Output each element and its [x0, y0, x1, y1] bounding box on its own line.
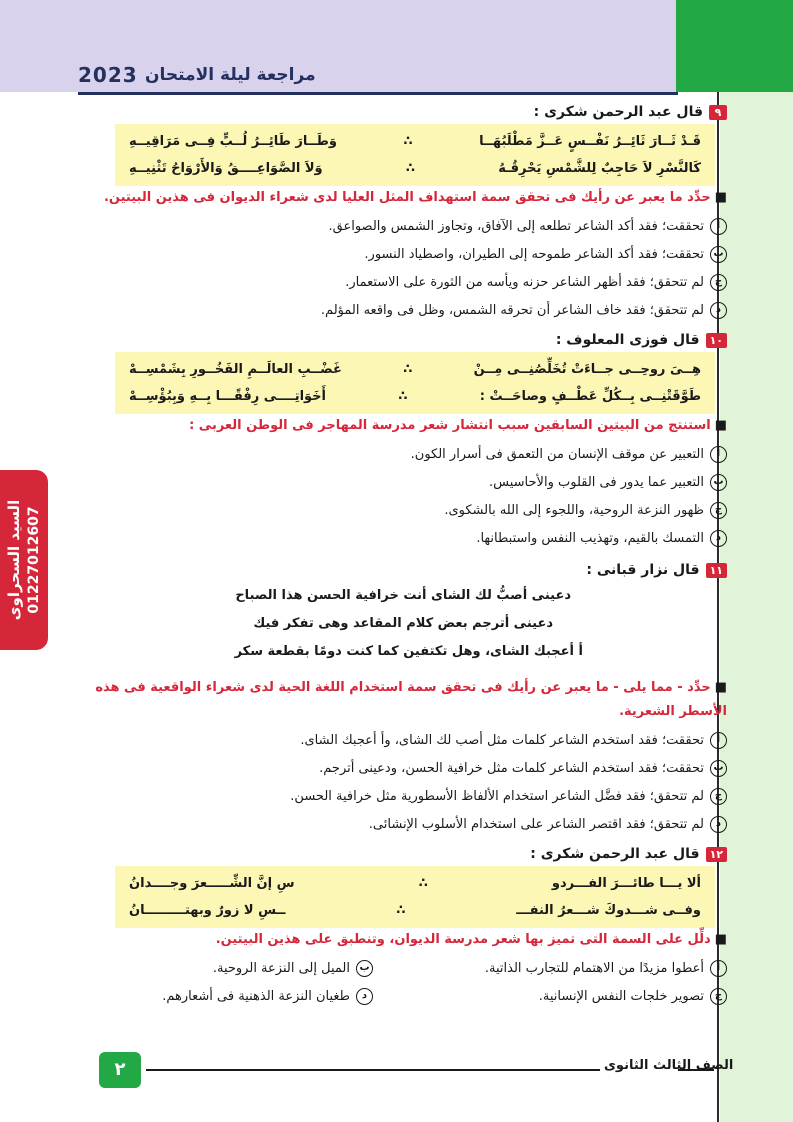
- option-text: التعبير عما يدور فى القلوب والأحاسيس.: [489, 475, 704, 490]
- poem-line: [129, 897, 701, 924]
- question-10-option-b[interactable]: [489, 474, 727, 491]
- verse-line: دعينى أصبُّ لك الشاى أنت خرافية الحسن هذا الصباح: [235, 588, 571, 603]
- hemistich-right: ألا يـــا طائـــرَ الفـــردو: [551, 876, 701, 891]
- header-green-block: [676, 0, 793, 92]
- option-mark: ج: [710, 788, 727, 805]
- instruction-text: حدِّد ما يعبر عن رأيك فى تحقق سمة استهداف المثل العليا لدى شعراء الديوان فى هذين البيتين.: [103, 190, 711, 205]
- hemistich-separator: ∴: [398, 389, 408, 404]
- question-10-poem: [115, 352, 715, 414]
- option-text: الميل إلى النزعة الروحية.: [212, 961, 350, 976]
- question-9-option-c[interactable]: [345, 274, 727, 291]
- verse-line: أ أعجبك الشاى، وهل تكتفين كما كنت دومًا بقطعة سكر: [234, 644, 583, 659]
- option-text: تحققت؛ فقد استخدم الشاعر كلمات مثل خرافية الحسن، ودعينى أترجم.: [319, 761, 704, 776]
- option-mark: أ: [710, 960, 727, 977]
- question-12-poem: [115, 866, 715, 928]
- question-author: قال فوزى المعلوف :: [555, 332, 700, 348]
- option-text: تحققت؛ فقد أكد الشاعر طموحه إلى الطيران، واصطياد النسور.: [364, 247, 704, 262]
- question-number-badge: ١٠: [706, 333, 727, 348]
- hemistich-left: غَضْــبِ العالَــمِ الفَخُــورِ بِشَمْسِــهْ: [129, 362, 342, 377]
- question-author: قال عبد الرحمن شكرى :: [530, 846, 700, 862]
- poem-line: [129, 155, 701, 182]
- poem-line: [129, 356, 701, 383]
- hemistich-left: أَخَوَاتِــــى رِفْقًـــا بِــهِ وَبِبُؤْسِــهْ: [129, 389, 327, 404]
- author-name: السيد السحراوى: [5, 499, 23, 621]
- option-mark: ب: [710, 474, 727, 491]
- option-mark: أ: [710, 218, 727, 235]
- question-12-instruction: ■دلِّل على السمة التى تميز بها شعر مدرسة الديوان، وتنطبق على هذين البيتين.: [215, 932, 727, 947]
- question-12-option-a[interactable]: [485, 960, 727, 977]
- hemistich-right: قَـدْ ثَــارَ ثَائِــرُ نَفْــسٍ عَــزَّ مَطْلَبُهَــا: [479, 134, 701, 149]
- question-number-badge: ١٢: [706, 847, 727, 862]
- question-11-option-c[interactable]: [290, 788, 727, 805]
- hemistich-separator: ∴: [396, 903, 406, 918]
- hemistich-right: طَوَّقَتْنِــى بِــكُلِّ عَطْــفٍ وصاحَــتْ :: [479, 389, 701, 404]
- right-margin-band: [720, 92, 793, 1122]
- instruction-text: استنتج من البيتين السابقين سبب انتشار شعر مدرسة المهاجر فى الوطن العربى :: [189, 418, 711, 433]
- question-9-poem: [115, 124, 715, 186]
- option-mark: ب: [710, 246, 727, 263]
- option-text: تحققت؛ فقد أكد الشاعر تطلعه إلى الآفاق، وتجاوز الشمس والصواعق.: [328, 219, 704, 234]
- question-11-option-b[interactable]: [319, 760, 727, 777]
- option-text: لم تتحقق؛ فقد فضَّل الشاعر استخدام الألفاظ الأسطورية مثل خرافية الحسن.: [290, 789, 704, 804]
- hemistich-left: وَلاَ الصَّوَاعِــــقُ وَالأَرْوَاحُ تَثْنِيــهِ: [129, 161, 323, 176]
- option-text: لم تتحقق؛ فقد اقتصر الشاعر على استخدام الأسلوب الإنشائى.: [368, 817, 704, 832]
- option-mark: ج: [710, 988, 727, 1005]
- question-9-option-a[interactable]: [328, 218, 727, 235]
- question-12-header: [530, 846, 727, 862]
- question-9-option-d[interactable]: [321, 302, 727, 319]
- question-11-instruction: ■حدِّد - مما يلى - ما يعبر عن رأيك فى تحقق سمة استخدام اللغة الحية لدى شعراء الواقعية فى هذه الأسطر الشعرية.: [95, 680, 727, 719]
- question-12-option-b[interactable]: [213, 960, 373, 977]
- option-mark: د: [710, 302, 727, 319]
- author-phone: 01227012607: [26, 506, 42, 614]
- option-text: ظهور النزعة الروحية، واللجوء إلى الله بالشكوى.: [444, 503, 704, 518]
- hemistich-separator: ∴: [403, 134, 413, 149]
- footer-grade: الصف الثالث الثانوى: [604, 1058, 734, 1073]
- option-text: لم تتحقق؛ فقد خاف الشاعر أن تحرقه الشمس، وظل فى واقعه المؤلم.: [320, 303, 704, 318]
- hemistich-right: هِــىَ روحِــى جــاءَتْ تُخَلِّصُنِــى مِــنْ: [473, 362, 701, 377]
- page-header-year: 2023: [78, 63, 138, 87]
- instruction-text: حدِّد - مما يلى - ما يعبر عن رأيك فى تحقق سمة استخدام اللغة الحية لدى شعراء الواقعية فى هذه الأسطر الشعرية.: [95, 680, 727, 719]
- option-mark: د: [710, 816, 727, 833]
- header-divider: [78, 92, 678, 95]
- verse-line: دعينى أترجم بعض كلام المقاعد وهى تفكر فيك: [253, 616, 553, 631]
- question-9-option-b[interactable]: [364, 246, 727, 263]
- option-mark: د: [710, 530, 727, 547]
- hemistich-left: وَطَــارَ طَائِــرُ لُــبٍّ فِــى مَرَاقِيــهِ: [129, 134, 337, 149]
- page-header-title: مراجعة ليلة الامتحان: [145, 65, 316, 85]
- question-10-option-d[interactable]: [476, 530, 727, 547]
- question-12-option-c[interactable]: [539, 988, 727, 1005]
- option-mark: أ: [710, 446, 727, 463]
- question-11-option-a[interactable]: [300, 732, 727, 749]
- question-author: قال عبد الرحمن شكرى :: [533, 104, 703, 120]
- question-11-option-d[interactable]: [369, 816, 727, 833]
- poem-line: [129, 383, 701, 410]
- option-text: تحققت؛ فقد استخدم الشاعر كلمات مثل أصب لك الشاى، وأ أعجبك الشاى.: [300, 733, 704, 748]
- hemistich-separator: ∴: [403, 362, 413, 377]
- question-number-badge: ٩: [709, 105, 727, 120]
- option-text: لم تتحقق؛ فقد أظهر الشاعر حزنه ويأسه من الثورة على الاستعمار.: [345, 275, 704, 290]
- option-text: أعطوا مزيدًا من الاهتمام للتجارب الذاتية.: [484, 961, 704, 976]
- question-author: قال نزار قبانى :: [586, 562, 700, 578]
- option-text: تصوير خلجات النفس الإنسانية.: [538, 989, 704, 1004]
- author-side-text: [4, 475, 44, 645]
- question-10-option-c[interactable]: [444, 502, 727, 519]
- poem-line: [129, 870, 701, 897]
- option-text: التمسك بالقيم، وتهذيب النفس واستبطانها.: [476, 531, 704, 546]
- instruction-text: دلِّل على السمة التى تميز بها شعر مدرسة الديوان، وتنطبق على هذين البيتين.: [215, 932, 711, 947]
- option-mark: ب: [710, 760, 727, 777]
- hemistich-separator: ∴: [405, 161, 415, 176]
- question-11-header: [586, 562, 727, 578]
- hemistich-separator: ∴: [418, 876, 428, 891]
- page-number-badge: ٢: [99, 1052, 141, 1088]
- hemistich-left: ــسِ لا زورٌ وبهتـــــــــانُ: [129, 903, 286, 918]
- question-number-badge: ١١: [706, 563, 727, 578]
- option-text: طغيان النزعة الذهنية فى أشعارهم.: [162, 989, 350, 1004]
- question-9-instruction: ■حدِّد ما يعبر عن رأيك فى تحقق سمة استهداف المثل العليا لدى شعراء الديوان فى هذين البيتين.: [103, 190, 727, 205]
- poem-line: [129, 128, 701, 155]
- question-12-option-d[interactable]: [162, 988, 373, 1005]
- option-mark: ج: [710, 502, 727, 519]
- option-mark: د: [356, 988, 373, 1005]
- hemistich-right: كَالنَّسْرِ لاَ حَاجِبٌ لِلشَّمْسِ يَحْرِقُـهُ: [498, 161, 701, 176]
- question-10-header: [556, 332, 727, 348]
- question-10-instruction: ■استنتج من البيتين السابقين سبب انتشار شعر مدرسة المهاجر فى الوطن العربى :: [189, 418, 727, 433]
- option-text: التعبير عن موقف الإنسان من التعمق فى أسرار الكون.: [410, 447, 704, 462]
- option-mark: ج: [710, 274, 727, 291]
- question-9-header: [534, 104, 727, 120]
- question-10-option-a[interactable]: [411, 446, 727, 463]
- footer-rule: [146, 1069, 600, 1071]
- hemistich-right: وفــى شـــدوكَ شـــعرُ النفـــ: [516, 903, 701, 918]
- option-mark: ب: [356, 960, 373, 977]
- option-mark: أ: [710, 732, 727, 749]
- hemistich-left: سِ إنَّ الشِّـــــعرَ وجــــدانُ: [129, 876, 295, 891]
